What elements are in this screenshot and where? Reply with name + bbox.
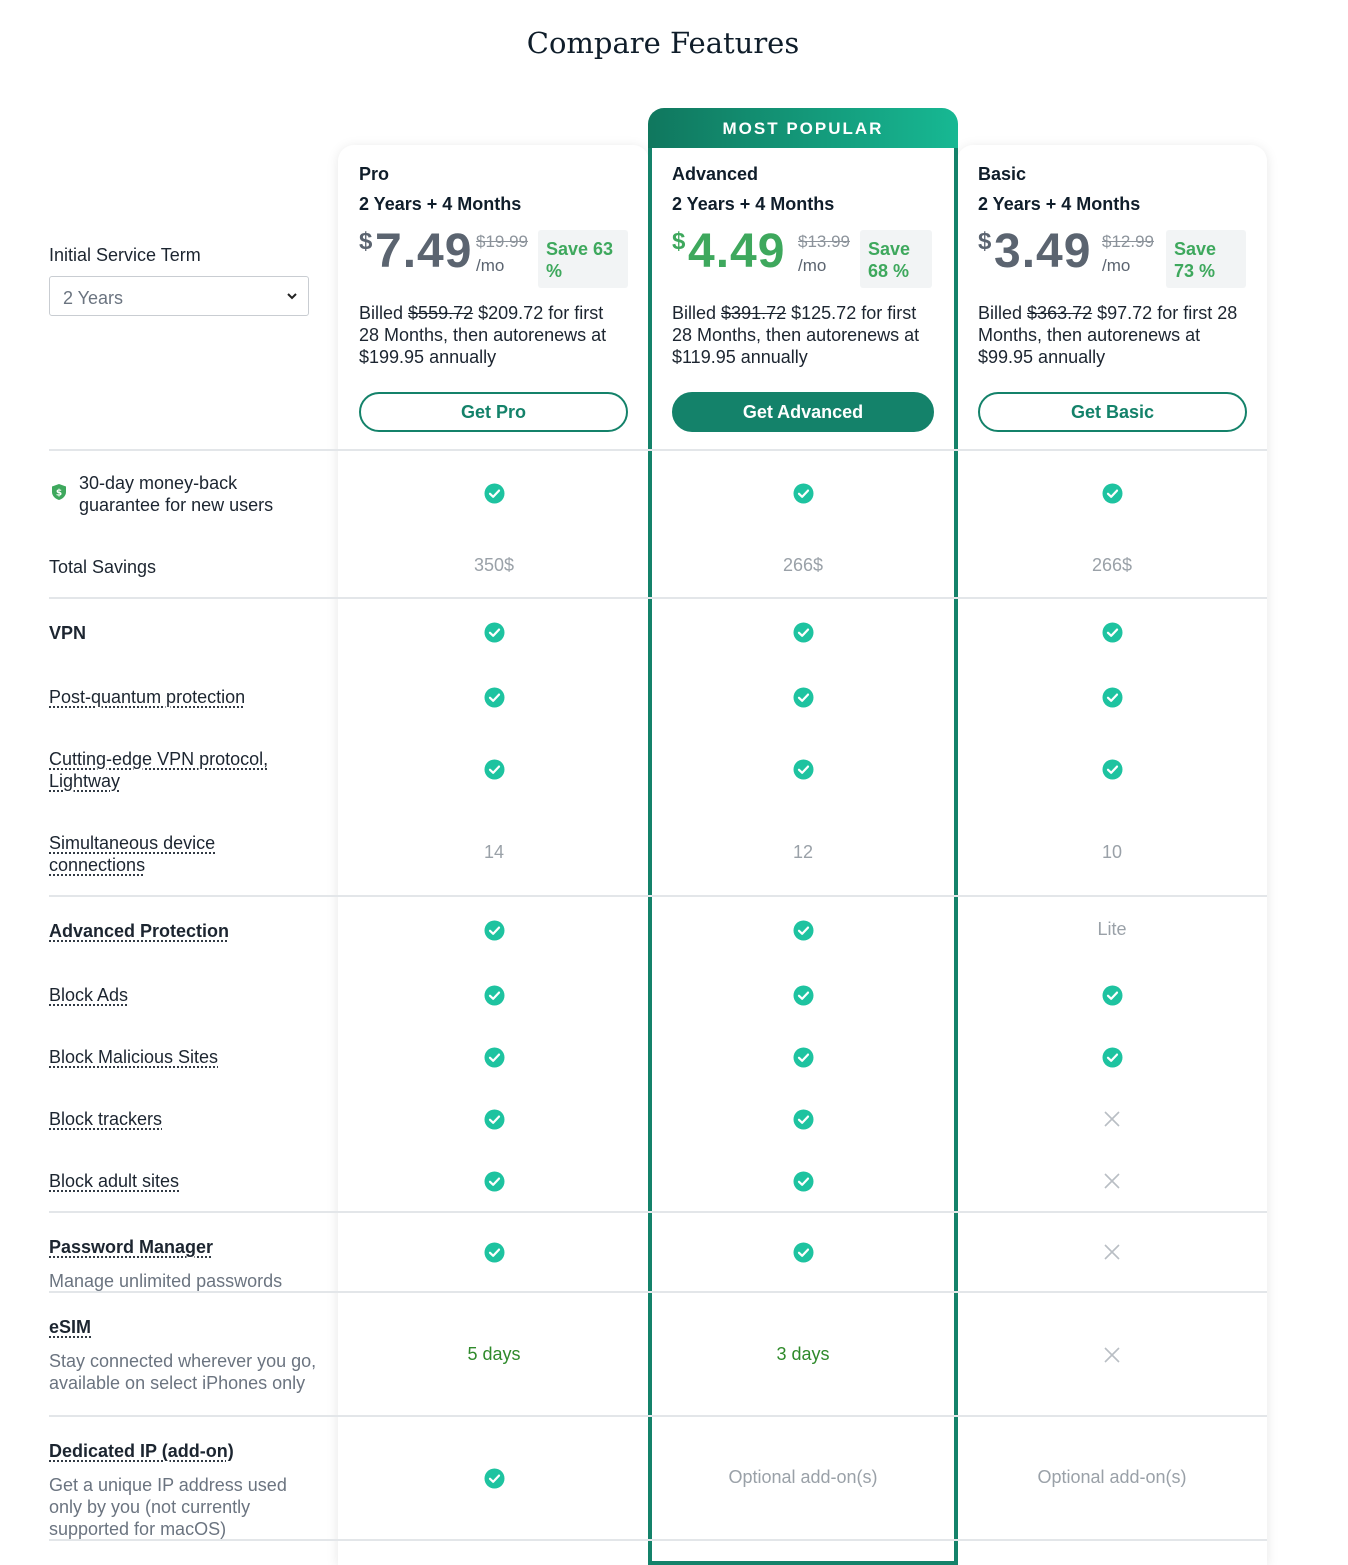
get-pro-button[interactable]: Get Pro xyxy=(359,392,628,432)
check-icon xyxy=(484,920,505,941)
check-icon xyxy=(484,985,505,1006)
check-icon xyxy=(1102,483,1123,504)
check-icon xyxy=(793,985,814,1006)
svg-text:$: $ xyxy=(55,488,63,499)
feature-password-manager-label[interactable]: Password Manager xyxy=(49,1237,214,1257)
feature-block-adult-label[interactable]: Block adult sites xyxy=(49,1171,180,1191)
divider xyxy=(49,1415,1267,1417)
check-icon xyxy=(793,1171,814,1192)
check-icon xyxy=(1102,1047,1123,1068)
chevron-down-icon xyxy=(285,289,299,303)
plan-old-price-basic: $12.99 xyxy=(1102,232,1154,251)
save-badge-advanced: Save 68 % xyxy=(860,230,932,288)
feature-cell-text: 266$ xyxy=(1091,555,1133,575)
feature-block-ads-label[interactable]: Block Ads xyxy=(49,985,129,1005)
feature-cell-text: 266$ xyxy=(782,555,824,575)
x-icon xyxy=(1103,1346,1121,1364)
save-badge-basic: Save 73 % xyxy=(1166,230,1246,288)
billing-info-basic: Billed $363.72 $97.72 for first 28 Months, then autorenews at $99.95 annually xyxy=(978,303,1238,367)
per-month-label: /mo xyxy=(1102,256,1131,275)
currency-symbol: $ xyxy=(359,228,373,255)
check-icon xyxy=(1102,759,1123,780)
feature-cell-text: 14 xyxy=(483,842,505,862)
check-icon xyxy=(793,1047,814,1068)
service-term-select[interactable] xyxy=(49,276,309,316)
feature-block-malicious-label[interactable]: Block Malicious Sites xyxy=(49,1047,219,1067)
plan-price-basic: 3.49 xyxy=(994,225,1092,278)
feature-cell-text: 5 days xyxy=(467,1344,521,1364)
check-icon xyxy=(793,1109,814,1130)
check-icon xyxy=(1102,687,1123,708)
feature-esim-desc: Stay connected wherever you go, available on select iPhones only xyxy=(49,1351,317,1393)
plan-name-pro: Pro xyxy=(359,164,390,184)
plan-term-basic: 2 Years + 4 Months xyxy=(978,194,1141,214)
feature-cell-text: 12 xyxy=(792,842,814,862)
service-term-value: 2 Years xyxy=(63,288,124,308)
x-icon xyxy=(1103,1243,1121,1261)
feature-esim-label[interactable]: eSIM xyxy=(49,1317,92,1337)
check-icon xyxy=(484,1242,505,1263)
feature-guarantee-label: 30-day money-back guarantee for new users xyxy=(79,473,274,515)
check-icon xyxy=(1102,622,1123,643)
feature-cell-text: Optional add-on(s) xyxy=(1037,1467,1187,1487)
divider xyxy=(49,449,1267,451)
currency-symbol: $ xyxy=(672,228,686,255)
check-icon xyxy=(793,759,814,780)
plan-name-advanced: Advanced xyxy=(672,164,759,184)
billing-info-advanced: Billed $391.72 $125.72 for first 28 Months, then autorenews at $119.95 annually xyxy=(672,303,920,367)
feature-cell-text: 350$ xyxy=(473,555,515,575)
divider xyxy=(49,895,1267,897)
page-title: Compare Features xyxy=(526,26,800,60)
feature-dedicated-ip-desc: Get a unique IP address used only by you (not currently supported for macOS) xyxy=(49,1475,287,1539)
plan-term-advanced: 2 Years + 4 Months xyxy=(672,194,835,214)
feature-advanced-protection-label[interactable]: Advanced Protection xyxy=(49,921,230,941)
get-basic-button[interactable]: Get Basic xyxy=(978,392,1247,432)
check-icon xyxy=(484,1047,505,1068)
plan-old-price-pro: $19.99 xyxy=(476,232,528,251)
feature-post-quantum-label[interactable]: Post-quantum protection xyxy=(49,687,246,707)
check-icon xyxy=(484,759,505,780)
feature-cell-text: 3 days xyxy=(776,1344,830,1364)
per-month-label: /mo xyxy=(476,256,505,275)
x-icon xyxy=(1103,1172,1121,1190)
feature-cell-text: Lite xyxy=(1097,919,1127,939)
shield-icon xyxy=(51,483,67,501)
check-icon xyxy=(484,1468,505,1489)
check-icon xyxy=(484,1109,505,1130)
plan-term-pro: 2 Years + 4 Months xyxy=(359,194,522,214)
feature-password-manager-desc: Manage unlimited passwords xyxy=(49,1271,283,1291)
feature-block-trackers-label[interactable]: Block trackers xyxy=(49,1109,163,1129)
check-icon xyxy=(1102,985,1123,1006)
divider xyxy=(49,597,1267,599)
get-advanced-button[interactable]: Get Advanced xyxy=(672,392,934,432)
check-icon xyxy=(793,483,814,504)
divider xyxy=(49,1211,1267,1213)
check-icon xyxy=(484,687,505,708)
feature-cell-text: Optional add-on(s) xyxy=(728,1467,878,1487)
most-popular-banner: MOST POPULAR xyxy=(648,108,958,148)
plan-name-basic: Basic xyxy=(978,164,1027,184)
service-term-label: Initial Service Term xyxy=(49,245,201,265)
plan-price-pro: 7.49 xyxy=(375,225,473,278)
feature-vpn-label: VPN xyxy=(49,623,87,643)
feature-lightway-label[interactable]: Cutting-edge VPN protocol, Lightway xyxy=(49,749,269,791)
feature-devices-label[interactable]: Simultaneous device connections xyxy=(49,833,216,875)
check-icon xyxy=(793,687,814,708)
check-icon xyxy=(484,1171,505,1192)
save-badge-pro: Save 63 % xyxy=(538,230,628,288)
check-icon xyxy=(484,622,505,643)
check-icon xyxy=(793,920,814,941)
plan-old-price-advanced: $13.99 xyxy=(798,232,850,251)
feature-savings-label: Total Savings xyxy=(49,557,157,577)
currency-symbol: $ xyxy=(978,228,992,255)
per-month-label: /mo xyxy=(798,256,827,275)
x-icon xyxy=(1103,1110,1121,1128)
feature-cell-text: 10 xyxy=(1101,842,1123,862)
plan-price-advanced: 4.49 xyxy=(688,225,786,278)
check-icon xyxy=(484,483,505,504)
check-icon xyxy=(793,1242,814,1263)
feature-dedicated-ip-label[interactable]: Dedicated IP (add-on) xyxy=(49,1441,234,1461)
billing-info-pro: Billed $559.72 $209.72 for first 28 Months, then autorenews at $199.95 annually xyxy=(359,303,607,367)
check-icon xyxy=(793,622,814,643)
